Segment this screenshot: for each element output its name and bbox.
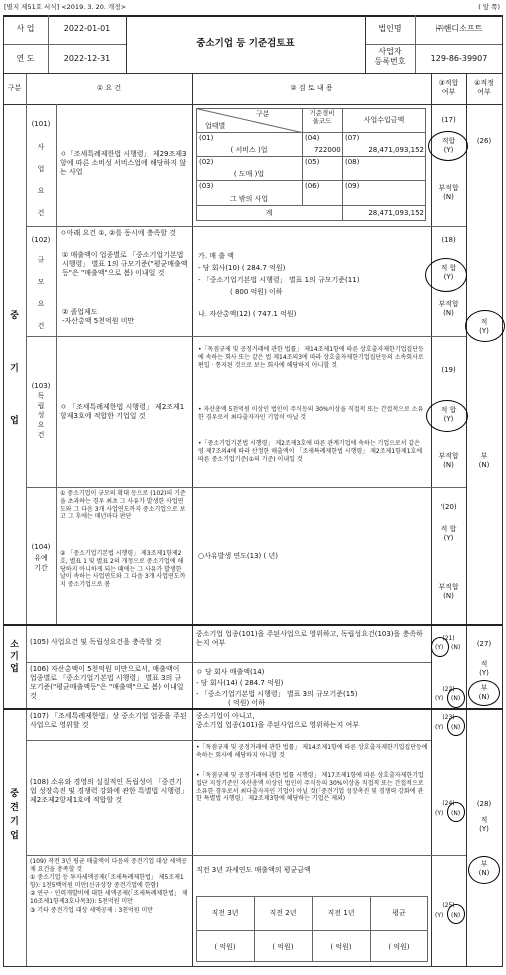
mid-suitable-yes: 적 (Y) — [479, 816, 489, 834]
small-group-label: 소 기 업 — [10, 640, 19, 674]
r103-num: (103) — [31, 382, 51, 390]
small-suitable-yes: 적 (Y) — [479, 660, 489, 678]
r101-fit-num: (17) — [441, 116, 456, 124]
r103-fit-circle — [426, 400, 468, 432]
r106-rev-a1: - 당 회사(14) ( 284.7 억원) — [196, 679, 284, 687]
r101-num: (101) — [31, 120, 51, 128]
r102-fit-no: 부적합 (N) — [438, 300, 459, 318]
col-fit: ③적합 여부 — [438, 79, 459, 96]
r101-fit-no: 부적합 (N) — [438, 184, 459, 202]
bizno: 129-86-39907 — [430, 54, 488, 63]
r102-fit-circle — [425, 258, 467, 292]
r108-fit-no: (N) — [451, 810, 461, 817]
row1-code-num: (04) — [305, 134, 320, 142]
row1-amt-num: (07) — [345, 134, 360, 142]
r108-requirement: (108) 소유와 경영의 실질적인 독립성이 「중견기업 성장촉진 및 경쟁력 강화에 관한 특별법 시행령」 제2조제2항제1호에 적합할 것 — [30, 778, 188, 805]
r109-fit-no: (N) — [451, 912, 461, 919]
r102-name: 규 모 요 건 — [37, 256, 45, 331]
sales-head-1: 직전 3년 — [211, 909, 239, 917]
r105-fit-num: (21) — [442, 635, 455, 642]
r108-fit-yes: (Y) — [435, 810, 444, 817]
mid-suitable-num: (28) — [476, 800, 492, 808]
r109-fit-circle — [447, 904, 465, 924]
row3-amt-num: (09) — [345, 182, 360, 190]
r106-fit-yes: (Y) — [435, 695, 444, 702]
r105-fit-circle — [431, 637, 449, 657]
row3-name: 그 밖의 사업 — [229, 195, 269, 203]
r103-suitable: 부 (N) — [478, 452, 490, 470]
sme-suitable-circle — [465, 310, 505, 342]
r105-fit-no: (N) — [451, 644, 461, 651]
r106-rev-a2: - 「중소기업기본법 시행령」 별표 3의 규모기준(15) — [196, 690, 358, 698]
sales-head-3: 직전 1년 — [327, 909, 355, 917]
r103-fit-yes: 적 합 (Y) — [440, 406, 457, 424]
period-label-2: 연 도 — [16, 54, 35, 63]
row1-amount: 28,471,093,152 — [368, 146, 424, 154]
r101-fit-yes: 적합 (Y) — [441, 137, 456, 155]
r105-fit-yes: (Y) — [435, 644, 444, 651]
r104-req-2: ② 「중소기업기본법 시행령」 제3조제1항제2호, 별표 1 및 별표 2의 개정으로 중소기업에 해당하지 아니하게 되는 때에는 그 사유가 발생한 날이 속하는 사업연도와 그 다음 3개 사업연도까지 중소기업으로 봄 — [60, 550, 186, 589]
r108-rev-2: •「독점규제 및 공정거래에 관한 법률 시행령」 제17조제1항에 따른 상호출자제한기업집단 지정기준인 자산총액 이상인 법인이 주식등의 30%이상을 직접적 또는 간접적으로 소유한 경우로서 최다출자자인 기업이 아닐 것(「중견기업 성장촉진 및 경쟁력 강화에 관한 특별법 시행령」 제2조제3항에 해당하는 기업은 제외) — [196, 772, 424, 803]
mid-suitable-circle — [468, 856, 500, 884]
sales-value-4: ( 억원) — [388, 943, 410, 951]
r104-name: 유예 기간 — [34, 554, 48, 573]
r109-requirement: (109) 직전 3년 평균 매출액이 다음의 중견기업 대상 세액공제 요건을 충족할 것 ① 중소기업 등 투자세액공제(「조세특례제한법」 제5조제1항): 1천5백억원 미만(신규상장 중견기업에 한함) ② 연구 · 인력개발비에 대한 세액공제(「조세특례제한법」 제10조제1항제3호나목3)): 5천억원 미만 ③ 기타 중견기업 대상 세액공제 : 3천억원 미만 — [30, 858, 188, 914]
start-date: 2022-01-01 — [63, 24, 111, 33]
r104-rev: ○사유발생 연도(13) ( 년) — [198, 552, 278, 560]
row1-code: 722000 — [314, 146, 341, 154]
end-date: 2022-12-31 — [63, 54, 111, 63]
sme-group-label: 중 기 업 — [10, 311, 19, 427]
form-number: [별지 제51호 서식] <2019. 3. 20. 개정> — [4, 3, 127, 11]
r105-requirement: (105) 사업요건 및 독립성요건을 충족할 것 — [30, 638, 162, 646]
r109-rev: 직전 3년 과세연도 매출액의 평균금액 — [196, 866, 311, 874]
total-label: 계 — [265, 209, 273, 217]
col-code-head: 기준경비 율코드 — [309, 109, 335, 125]
small-suitable-circle — [468, 680, 500, 706]
r106-fit-num: (22) — [442, 686, 455, 693]
mid-suitable-no: 부 (N) — [478, 860, 490, 878]
r102-rev-a2: - 「중소기업기본법 시행령」 별표 1의 규모기준(11) — [198, 276, 360, 284]
r103-fit-no: 부적합 (N) — [438, 452, 459, 470]
r102-req-1: ① 매출액이 업종별로 「중소기업기본법 시행령」 별표 1의 규모기준("평균매출액등"은 "매출액"으로 봄) 이내일 것 — [62, 251, 188, 278]
r103-fit-num: (19) — [441, 366, 456, 374]
corp-name: ㈜핸디소프트 — [435, 24, 483, 33]
row1-name: ( 서비스 )업 — [230, 146, 268, 154]
r106-fit-circle — [447, 688, 465, 708]
r104-fit-yes: 적 합 (Y) — [440, 525, 457, 543]
r102-rev-a1: - 당 회사(10) ( 284.7 억원) — [198, 264, 286, 272]
r102-fit-yes: 적 합 (Y) — [440, 264, 457, 282]
r108-fit-circle — [447, 802, 465, 822]
row3-code-num: (06) — [305, 182, 320, 190]
r101-fit-circle — [428, 131, 468, 161]
sales-head-2: 직전 2년 — [269, 909, 297, 917]
r109-fit-num: (25) — [442, 902, 455, 909]
r102-fit-num: (18) — [441, 236, 456, 244]
r102-rev-a: 가. 매 출 액 — [198, 252, 234, 260]
r106-rev-a3: ( 억원) 이하 — [228, 699, 265, 707]
sales-head-4: 평균 — [392, 909, 406, 917]
r104-fit-num: '(20) — [440, 503, 457, 511]
col-review: ② 검 토 내 용 — [290, 84, 333, 92]
r102-req-intro: ㅇ아래 요건 ①, ②를 동시에 충족할 것 — [60, 229, 177, 237]
r106-rev-a: ㅇ 당 회사 매출액(14) — [196, 668, 265, 676]
r102-req-2: ② 졸업제도 -자산총액 5천억원 미만 — [62, 308, 135, 326]
row2-amt-num: (08) — [345, 158, 360, 166]
r107-fit-yes: (Y) — [435, 724, 444, 731]
col-gubun: 구분 — [7, 84, 22, 92]
sales-value-3: ( 억원) — [330, 943, 352, 951]
r107-rev: 중소기업이 아니고, 중소기업 업종(101)을 주된사업으로 영위하는지 여부 — [196, 712, 359, 730]
r106-requirement: (106) 자산총액이 5천억원 미만으로서, 매출액이 업종별로 「중소기업기본법 시행령」 별표 3의 규모기준("평균매출액등"은 "매출액"으로 봄) 이내일 것 — [30, 665, 184, 701]
page-side: ( 앞 쪽) — [478, 3, 500, 11]
r102-rev-b: 나. 자산총액(12) ( 747.1 억원) — [198, 310, 297, 318]
r103-requirement: ㅇ 「조세특례제한법 시행령」 제2조제1항제3호에 적합한 기업일 것 — [60, 403, 185, 421]
r105-rev: 중소기업 업종(101)을 주된사업으로 영위하고, 독립성요건(103)을 충족하는지 여부 — [196, 630, 423, 648]
small-suitable-no: 부 (N) — [478, 684, 490, 702]
r107-fit-no: (N) — [451, 724, 461, 731]
r107-fit-num: (23) — [442, 714, 455, 721]
mid-group-label: 중 견 기 업 — [10, 789, 19, 841]
table-head-gubun: 구분 — [256, 110, 270, 118]
row2-num: (02) — [199, 158, 214, 166]
r101-requirement: ㅇ「조세특례제한법 시행령」 제29조제3항에 따른 소비성 서비스업에 해당하지 않는 사업 — [60, 150, 187, 177]
r103-rev-1: •「독점규제 및 공정거래에 관한 법률」 제14조제1항에 따른 상호출자제한기업집단등에 속하는 회사 또는 같은 법 제14조의3에 따라 상호출자제한기업집단등의 소속회사로 편입 · 통지된 것으로 보는 회사에 해당하지 아니할 것 — [198, 346, 424, 369]
r102-suitable: 적 (Y) — [479, 318, 489, 336]
r101-suitable-num: (26) — [476, 137, 492, 145]
r102-rev-a3: ( 800 억원) 이하 — [230, 288, 283, 296]
r104-num: (104) — [31, 543, 51, 551]
r101-name: 사 업 요 건 — [37, 143, 45, 218]
r105-suitable-num: (27) — [476, 640, 492, 648]
row3-num: (03) — [199, 182, 214, 190]
r108-rev-1: •「독점규제 및 공정거래에 관한 법률」 제14조제1항에 따른 상호출자제한기업집단등에 속하는 회사에 해당하지 아니할 것 — [196, 744, 428, 759]
table-head-type: 업태별 — [205, 122, 226, 130]
r108-fit-num: (24) — [442, 800, 455, 807]
bizno-label: 사업자 등록번호 — [374, 47, 406, 66]
r106-fit-no: (N) — [451, 695, 461, 702]
row1-num: (01) — [199, 134, 214, 142]
corp-name-label: 법인명 — [378, 24, 402, 33]
r107-requirement: (107) 「조세특례제한법」상 중소기업 업종을 주된 사업으로 영위할 것 — [30, 712, 187, 730]
r103-rev-2: • 자산총액 5천억원 이상인 법인이 주식등의 30%이상을 직접적 또는 간접적으로 소유한 경우로서 최다출자자인 기업이 아닐 것 — [198, 406, 424, 421]
r104-req-1: ① 중소기업이 규모의 확대 등으로 (102)의 기준을 초과하는 경우 최초 그 사유가 발생한 사업연도와 그 다음 3개 사업연도까지 중소기업으로 보고 그 후에는 매년마다 판단 — [60, 490, 186, 521]
total-amount: 28,471,093,152 — [368, 209, 424, 217]
col-amount-head: 사업수입금액 — [363, 116, 405, 124]
col-requirement: ① 요 건 — [96, 84, 122, 92]
page-title: 중소기업 등 기준검토표 — [196, 38, 295, 49]
r103-rev-3: •「중소기업기본법 시행령」 제2조제3호에 따른 관계기업에 속하는 기업으로서 같은 영 제7조의4에 따라 산정한 매출액이 「조세특례제한법 시행령」 제2조제1항제1호에 따른 중소기업기준(①의 기준) 이내일 것 — [198, 440, 423, 463]
r104-fit-no: 부적합 (N) — [438, 583, 459, 601]
row2-name: ( 도매 )업 — [233, 170, 265, 178]
r107-fit-circle — [447, 716, 465, 736]
sales-value-2: ( 억원) — [272, 943, 294, 951]
period-label-1: 사 업 — [16, 24, 35, 33]
sales-value-1: ( 억원) — [214, 943, 236, 951]
r102-num: (102) — [31, 236, 51, 244]
r109-fit-yes: (Y) — [435, 912, 444, 919]
col-suitable: ④적정 여부 — [474, 79, 494, 96]
r103-name: 독 립 성 요 건 — [37, 392, 45, 439]
row2-code-num: (05) — [305, 158, 320, 166]
